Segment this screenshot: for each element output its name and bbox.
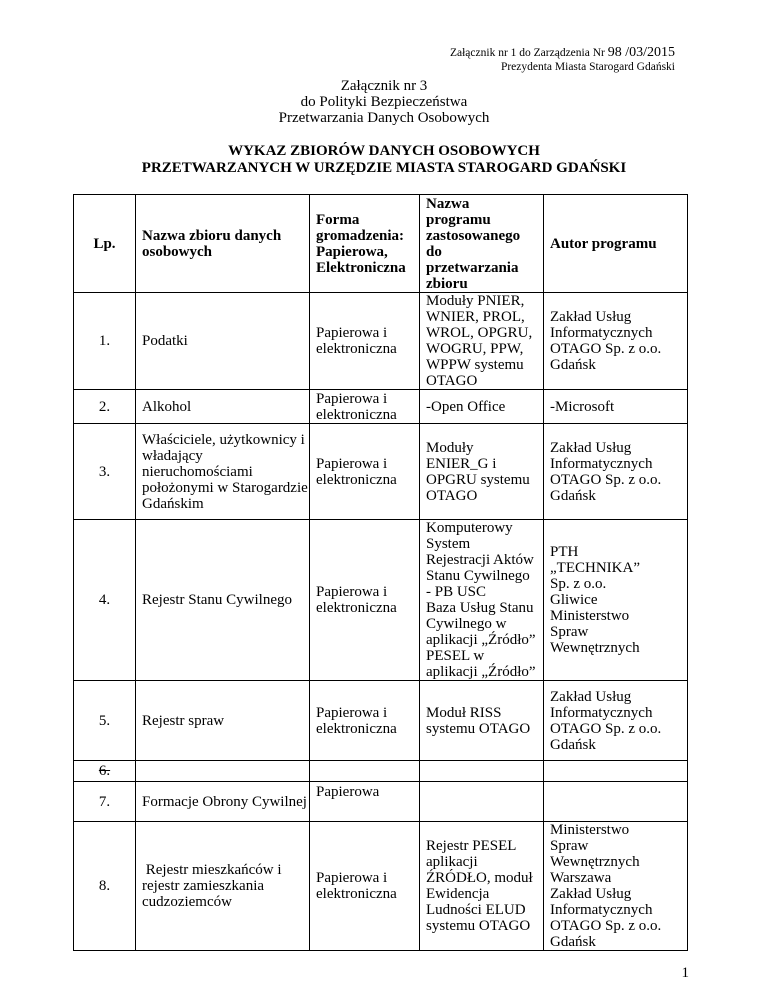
cell-author: [544, 761, 688, 782]
program-line: ŹRÓDŁO, moduł: [426, 870, 533, 886]
table-row: [74, 293, 688, 390]
form-line: Papierowa: [316, 784, 380, 800]
program-line: WOGRU, PPW,: [426, 341, 524, 357]
author-line: OTAGO Sp. z o.o.: [550, 720, 662, 737]
author-line: Informatycznych: [550, 455, 653, 472]
form-line: Papierowa i: [316, 870, 388, 886]
cell-program: [420, 520, 544, 681]
page-number: 1: [681, 965, 689, 981]
program-line: Baza Usług Stanu: [426, 600, 534, 616]
cell-author: [544, 782, 688, 822]
program-line: Moduł RISS: [426, 704, 502, 721]
cell-program: [420, 293, 544, 390]
author-line: Spraw: [550, 624, 589, 640]
form-line: elektroniczna: [316, 406, 397, 423]
annex-prefix: Załącznik nr 1 do Zarządzenia Nr: [449, 47, 605, 59]
author-line: Spraw: [550, 838, 589, 854]
form-line: elektroniczna: [316, 341, 397, 357]
program-line: PESEL w: [426, 648, 485, 664]
author-line: Informatycznych: [550, 704, 653, 721]
author-line: OTAGO Sp. z o.o.: [550, 341, 662, 357]
header-author: Autor programu: [544, 195, 688, 293]
program-line: Moduły: [426, 439, 474, 456]
cell-set-name: [136, 424, 310, 520]
policy-line-1: Załącznik nr 3: [340, 78, 428, 94]
policy-line-2: do Polityki Bezpieczeństwa: [300, 94, 468, 110]
row-number: 1.: [98, 333, 111, 349]
table-header-row: [74, 195, 688, 293]
name-line: Gdańskim: [142, 495, 204, 512]
name-line: nieruchomościami: [142, 463, 253, 480]
author-line: Zakład Usług: [550, 309, 632, 325]
row-number: 5.: [98, 712, 111, 729]
program-line: - PB USC: [426, 584, 487, 600]
name-line: położonymi w Starogardzie: [142, 479, 308, 496]
form-line: elektroniczna: [316, 471, 397, 488]
cell-set-name: [136, 293, 310, 390]
author-line: Zakład Usług: [550, 439, 632, 456]
program-line: Rejestracji Aktów: [426, 552, 534, 568]
author-line: Ministerstwo: [550, 608, 630, 624]
annex-number: 98 /03/2015: [607, 45, 675, 60]
author-line: Sp. z o.o.: [550, 576, 607, 592]
name-line: Rejestr mieszkańców i: [142, 862, 282, 878]
program-line: systemu OTAGO: [426, 918, 531, 934]
program-line: aplikacji „Źródło”: [426, 632, 536, 648]
row-number: 6.: [98, 763, 111, 779]
cell-lp: [74, 293, 136, 390]
row-number: 3.: [98, 463, 111, 480]
program-line: OTAGO: [426, 487, 478, 504]
row-number: 4.: [98, 592, 111, 608]
document-title: [0, 143, 768, 177]
cell-lp: [74, 761, 136, 782]
author-line: Gdańsk: [550, 487, 596, 504]
cell-author: [544, 293, 688, 390]
name-line: Podatki: [142, 333, 188, 349]
header-lp: Lp.: [74, 195, 136, 293]
form-line: Papierowa i: [316, 390, 388, 407]
program-line: Stanu Cywilnego: [426, 568, 530, 584]
annex-reference: [450, 46, 675, 74]
author-line: Wewnętrznych: [550, 854, 640, 870]
cell-lp: [74, 520, 136, 681]
program-line: OPGRU systemu: [426, 471, 530, 488]
name-line: Formacje Obrony Cywilnej: [142, 793, 307, 810]
program-line: systemu OTAGO: [426, 720, 531, 737]
name-line: Alkohol: [142, 398, 192, 415]
program-line: WNIER, PROL,: [426, 309, 525, 325]
cell-set-name: [136, 761, 310, 782]
author-line: Gdańsk: [550, 357, 596, 373]
cell-author: [544, 681, 688, 761]
cell-set-name: [136, 822, 310, 951]
program-line: ENIER_G i: [426, 455, 497, 472]
cell-set-name: [136, 681, 310, 761]
program-line: aplikacji: [426, 854, 478, 870]
form-line: Papierowa i: [316, 325, 388, 341]
author-line: „TECHNIKA”: [550, 560, 640, 576]
program-line: System: [426, 536, 471, 552]
cell-author: [544, 390, 688, 424]
table-row: [74, 424, 688, 520]
cell-author: [544, 424, 688, 520]
table-row: [74, 782, 688, 822]
cell-program: [420, 681, 544, 761]
cell-lp: [74, 424, 136, 520]
cell-program: [420, 424, 544, 520]
cell-author: [544, 822, 688, 951]
cell-lp: [74, 681, 136, 761]
author-line: Gdańsk: [550, 736, 596, 753]
name-line: Właściciele, użytkownicy i: [142, 431, 305, 448]
name-line: Rejestr spraw: [142, 712, 225, 729]
issuer: Prezydenta Miasta Starogard Gdański: [500, 61, 675, 73]
author-line: PTH: [550, 544, 579, 560]
name-line: rejestr zamieszkania: [142, 878, 265, 894]
program-line: Moduły PNIER,: [426, 293, 525, 309]
name-line: Rejestr Stanu Cywilnego: [142, 592, 292, 608]
cell-set-name: [136, 782, 310, 822]
header-form: Forma gromadzenia: Papierowa, Elektroniczna: [310, 195, 420, 293]
row-number: 8.: [98, 878, 111, 894]
header-program: Nazwa programu zastosowanego do przetwarzania zbioru: [420, 195, 544, 293]
author-line: Gdańsk: [550, 934, 596, 950]
author-line: OTAGO Sp. z o.o.: [550, 918, 662, 934]
form-line: elektroniczna: [316, 600, 397, 616]
author-line: Informatycznych: [550, 325, 653, 341]
form-line: Papierowa i: [316, 584, 388, 600]
program-line: WPPW systemu: [426, 357, 524, 373]
cell-form: [310, 520, 420, 681]
cell-program: [420, 390, 544, 424]
author-line: Gliwice: [550, 592, 598, 608]
form-line: Papierowa i: [316, 704, 388, 721]
table-row: [74, 520, 688, 681]
author-line: Ministerstwo: [550, 822, 630, 838]
cell-form: [310, 782, 420, 822]
data-sets-table: [73, 194, 688, 951]
author-line: -Microsoft: [550, 398, 615, 415]
cell-lp: [74, 390, 136, 424]
program-line: Ewidencja: [426, 886, 490, 902]
author-line: Informatycznych: [550, 902, 653, 918]
author-line: Wewnętrznych: [550, 640, 640, 656]
header-set-name: Nazwa zbioru danych osobowych: [136, 195, 310, 293]
policy-reference: [0, 78, 768, 126]
row-number: 2.: [98, 398, 111, 415]
author-line: Zakład Usług: [550, 688, 632, 705]
cell-lp: [74, 782, 136, 822]
cell-set-name: [136, 520, 310, 681]
author-line: Warszawa: [550, 870, 612, 886]
table-row: [74, 681, 688, 761]
author-line: Zakład Usług: [550, 886, 632, 902]
form-line: elektroniczna: [316, 886, 397, 902]
cell-program: [420, 822, 544, 951]
cell-set-name: [136, 390, 310, 424]
form-line: Papierowa i: [316, 455, 388, 472]
program-line: WROL, OPGRU,: [426, 325, 533, 341]
program-line: Komputerowy: [426, 520, 513, 536]
cell-form: [310, 761, 420, 782]
program-line: -Open Office: [426, 398, 506, 415]
program-line: aplikacji „Źródło”: [426, 664, 536, 680]
cell-form: [310, 822, 420, 951]
title-line-1: WYKAZ ZBIORÓW DANYCH OSOBOWYCH: [228, 143, 540, 159]
title-line-2: PRZETWARZANYCH W URZĘDZIE MIASTA STAROGARD GDAŃSKI: [141, 160, 627, 176]
cell-form: [310, 293, 420, 390]
table-row: [74, 822, 688, 951]
row-number: 7.: [98, 793, 111, 810]
form-line: elektroniczna: [316, 720, 397, 737]
policy-line-3: Przetwarzania Danych Osobowych: [278, 110, 490, 126]
table-row: [74, 761, 688, 782]
name-line: cudzoziemców: [142, 894, 232, 910]
cell-lp: [74, 822, 136, 951]
program-line: Ludności ELUD: [426, 902, 526, 918]
author-line: OTAGO Sp. z o.o.: [550, 471, 662, 488]
table-row: [74, 390, 688, 424]
program-line: OTAGO: [426, 373, 478, 389]
program-line: Rejestr PESEL: [426, 838, 517, 854]
program-line: Cywilnego w: [426, 616, 507, 632]
cell-form: [310, 390, 420, 424]
cell-form: [310, 424, 420, 520]
cell-author: [544, 520, 688, 681]
cell-program: [420, 782, 544, 822]
cell-program: [420, 761, 544, 782]
cell-form: [310, 681, 420, 761]
name-line: władający: [142, 447, 203, 464]
